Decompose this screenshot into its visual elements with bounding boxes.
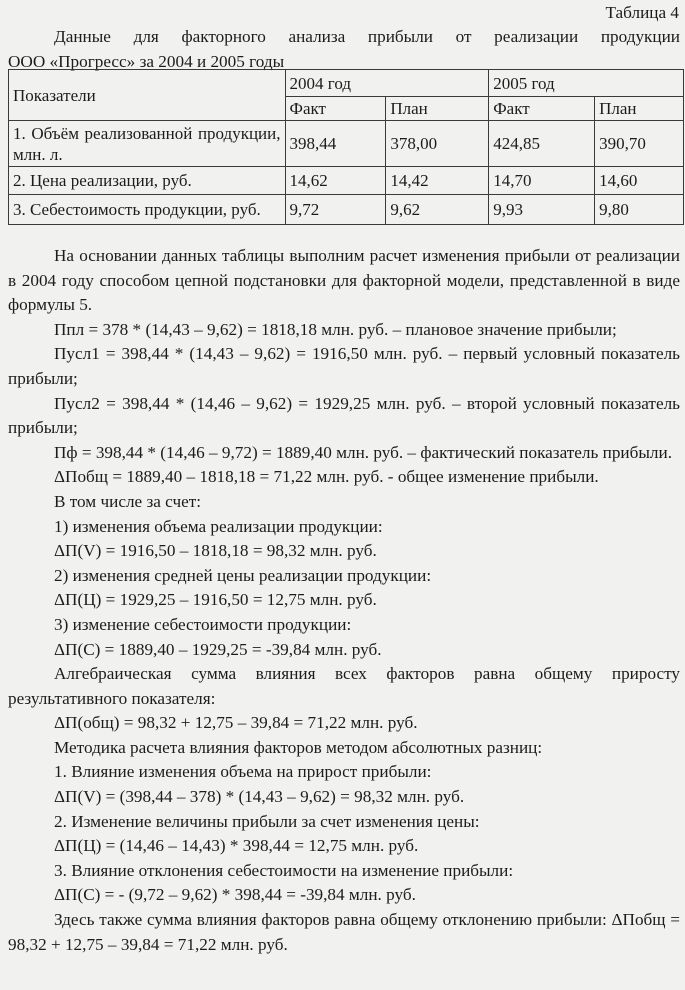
method-2-title: 2. Изменение величины прибыли за счет изменения цены: — [54, 811, 480, 831]
cell-value: 9,72 — [285, 195, 386, 225]
header-indicators: Показатели — [9, 70, 286, 121]
factor-2-calc: ΔП(Ц) = 1929,25 – 1916,50 = 12,75 млн. руб. — [54, 590, 377, 610]
cell-value: 378,00 — [386, 121, 489, 167]
table-header-row-years — [9, 70, 684, 97]
cell-value: 9,80 — [595, 195, 684, 225]
header-year-2004: 2004 год — [285, 70, 489, 97]
body-text — [8, 244, 680, 957]
conditional-profit-2-formula: Пусл2 = 398,44 * (14,46 – 9,62) = 1929,25 млн. руб. – второй условный показатель прибыли; — [8, 393, 680, 438]
header-2005-plan: План — [595, 97, 684, 121]
caption-line-1: Данные для факторного анализа прибыли от реализации продукции — [54, 27, 680, 46]
method-1-calc: ΔП(V) = (398,44 – 378) * (14,43 – 9,62) = 98,32 млн. руб. — [54, 787, 465, 807]
cell-value: 9,62 — [386, 195, 489, 225]
conditional-profit-1-formula: Пусл1 = 398,44 * (14,43 – 9,62) = 1916,50 млн. руб. – первый условный показатель прибыли; — [8, 344, 680, 388]
method-2-calc: ΔП(Ц) = (14,46 – 14,43) * 398,44 = 12,75 млн. руб. — [54, 836, 419, 856]
header-2004-fact: Факт — [285, 97, 386, 121]
plan-profit-formula: Ппл = 378 * (14,43 – 9,62) = 1818,18 млн. руб. – плановое значение прибыли; — [54, 319, 617, 339]
conclusion-paragraph: Здесь также сумма влияния факторов равна общему отклонению прибыли: ΔПобщ = 98,32 + 12,75 – 39,84 = 71,22 млн. руб. — [8, 910, 680, 954]
cell-value: 398,44 — [285, 121, 386, 167]
row-label-price: 2. Цена реализации, руб. — [9, 167, 286, 195]
caption-line-2: ООО «Прогресс» за 2004 и 2005 годы — [8, 51, 285, 71]
table-caption — [8, 25, 680, 74]
cell-value: 14,62 — [285, 167, 386, 195]
cell-value: 14,70 — [489, 167, 595, 195]
cell-value: 14,42 — [386, 167, 489, 195]
method-3-title: 3. Влияние отклонения себестоимости на изменение прибыли: — [54, 860, 514, 880]
method-3-calc: ΔП(С) = - (9,72 – 9,62) * 398,44 = -39,84 млн. руб. — [54, 885, 416, 905]
factor-1-calc: ΔП(V) = 1916,50 – 1818,18 = 98,32 млн. руб. — [54, 541, 377, 561]
cell-value: 14,60 — [595, 167, 684, 195]
method-1-title: 1. Влияние изменения объема на прирост прибыли: — [54, 762, 432, 782]
factor-analysis-table — [8, 69, 684, 225]
intro-paragraph: На основании данных таблицы выполним расчет изменения прибыли от реализации в 2004 году способом цепной подстановки для факторной модели, представленной в виде формулы 5. — [8, 246, 680, 315]
algebraic-sum-paragraph: Алгебраическая сумма влияния всех факторов равна общему приросту результативного показателя: — [8, 664, 680, 708]
row-label-volume: 1. Объём реализованной продукции, млн. л. — [9, 121, 286, 167]
table-row — [9, 195, 684, 225]
factor-3-title: 3) изменение себестоимости продукции: — [54, 614, 352, 634]
header-year-2005: 2005 год — [489, 70, 684, 97]
sum-calc: ΔП(общ) = 98,32 + 12,75 – 39,84 = 71,22 млн. руб. — [54, 713, 418, 733]
actual-profit-formula: Пф = 398,44 * (14,46 – 9,72) = 1889,40 млн. руб. – фактический показатель прибыли. — [54, 442, 672, 462]
table-row — [9, 167, 684, 195]
header-2004-plan: План — [386, 97, 489, 121]
header-2005-fact: Факт — [489, 97, 595, 121]
table-row — [9, 121, 684, 167]
factor-1-title: 1) изменения объема реализации продукции: — [54, 516, 383, 536]
including-heading: В том числе за счет: — [54, 491, 202, 511]
cell-value: 424,85 — [489, 121, 595, 167]
cell-value: 390,70 — [595, 121, 684, 167]
factor-3-calc: ΔП(С) = 1889,40 – 1929,25 = -39,84 млн. руб. — [54, 639, 382, 659]
factor-2-title: 2) изменения средней цены реализации продукции: — [54, 565, 432, 585]
total-change-formula: ΔПобщ = 1889,40 – 1818,18 = 71,22 млн. руб. - общее изменение прибыли. — [54, 467, 599, 487]
cell-value: 9,93 — [489, 195, 595, 225]
table-number-label: Таблица 4 — [605, 3, 679, 22]
method-heading: Методика расчета влияния факторов методом абсолютных разниц: — [54, 737, 543, 757]
row-label-cost: 3. Себестоимость продукции, руб. — [9, 195, 286, 225]
